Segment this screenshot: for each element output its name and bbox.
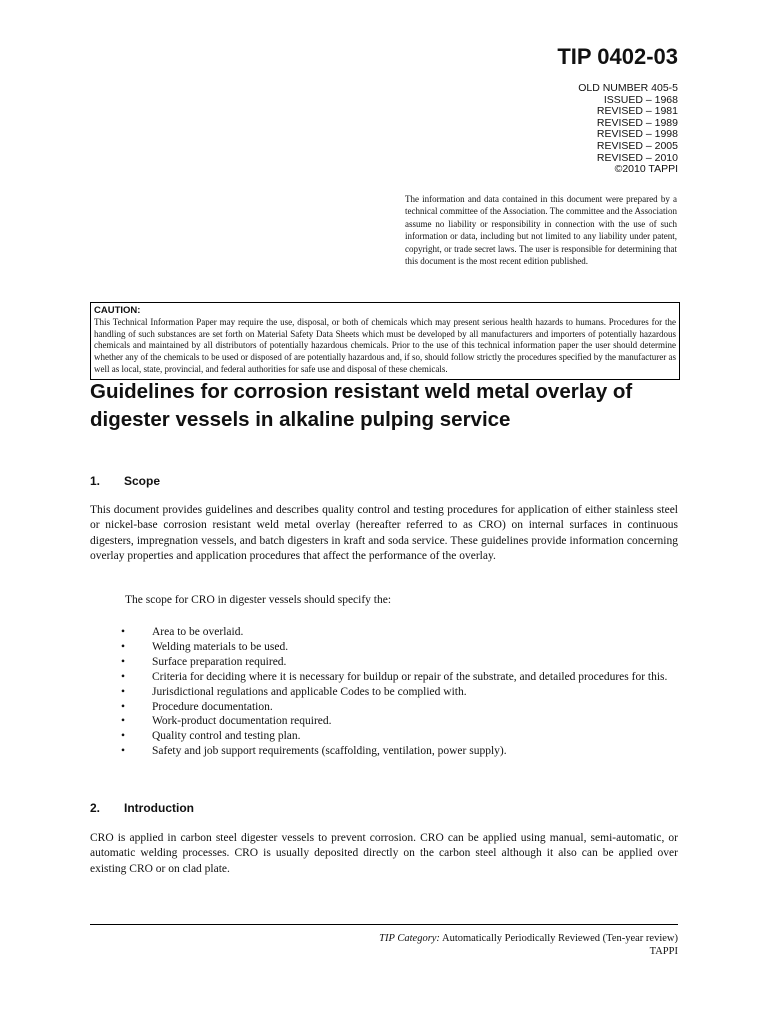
caution-text: This Technical Information Paper may require the use, disposal, or both of chemicals which may present serious health hazards to humans. Procedures for the handling of such substances are set forth on Material Safety Data Sheets which must be developed by all manufacturers and importers of potentially hazardous chemicals and maintained by all distributors of potentially hazardous chemicals. Prior to the use of this technical information paper the user should determine whether any of the chemicals to be used or disposed of are potentially hazardous and, if so, should follow strictly the procedures specified by the manufacturer as well as local, state, provincial, and federal authorities for safe use and disposal of these chemicals. <box>94 316 676 374</box>
bullet-icon: • <box>121 640 126 653</box>
bullet-icon: • <box>121 730 126 743</box>
footer-category <box>379 933 678 944</box>
introduction-paragraph: CRO is applied in carbon steel digester vessels to prevent corrosion. CRO can be applied using manual, semi-automatic, or automatic welding processes. CRO is usually deposited directly on the carbon steel although it also can be applied over existing CRO or on clad plate. <box>90 832 678 875</box>
document-number: TIP 0402-03 <box>557 44 678 69</box>
bullet-icon: • <box>121 670 126 683</box>
list-item: • Jurisdictional regulations and applicable Codes to be complied with. <box>121 685 467 698</box>
list-item: • Welding materials to be used. <box>121 640 289 653</box>
revision-line: REVISED – 2010 <box>596 151 678 164</box>
section-number: 2. <box>90 801 101 815</box>
list-item: • Area to be overlaid. <box>121 626 244 638</box>
list-item: • Safety and job support requirements (scaffolding, ventilation, power supply). <box>121 745 507 758</box>
document-title: Guidelines for corrosion resistant weld metal overlay of digester vessels in alkaline pulping service <box>90 380 633 431</box>
revision-line: REVISED – 2005 <box>596 139 678 152</box>
section-title: Scope <box>124 474 161 488</box>
section-heading-scope <box>90 474 160 488</box>
revision-line: REVISED – 1989 <box>596 116 678 129</box>
bullet-icon: • <box>121 655 126 668</box>
footer-org: TAPPI <box>649 946 678 957</box>
revision-line: OLD NUMBER 405-5 <box>578 82 678 94</box>
caution-box <box>90 302 680 380</box>
revision-line: REVISED – 1998 <box>596 128 678 141</box>
footer-category-label: TIP Category: <box>379 933 440 944</box>
list-item: • Surface preparation required. <box>121 655 287 668</box>
revision-history <box>578 83 678 176</box>
footer-category-value: Automatically Periodically Reviewed (Ten-year review) <box>441 933 678 944</box>
scope-paragraph: This document provides guidelines and describes quality control and testing procedures for application of either stainless steel or nickel-base corrosion resistant weld metal overlay (hereafter referred to as CRO) on internal surfaces in continuous digesters, impregnation vessels, and batch digesters in kraft and soda service. These guidelines provide information concerning overlay properties and application procedures that affect the performance of the overlay. <box>90 504 678 563</box>
footer-divider <box>90 924 678 925</box>
list-item: • Procedure documentation. <box>121 700 273 713</box>
scope-lead-text: The scope for CRO in digester vessels should specify the: <box>125 594 392 606</box>
bullet-icon: • <box>121 745 126 758</box>
bullet-icon: • <box>121 700 126 713</box>
section-heading-introduction <box>90 801 194 815</box>
revision-line: REVISED – 1981 <box>596 105 678 118</box>
copyright-line: ©2010 TAPPI <box>614 163 678 176</box>
section-title: Introduction <box>124 801 194 815</box>
section-number: 1. <box>90 474 101 488</box>
list-item: • Criteria for deciding where it is necessary for buildup or repair of the substrate, and detailed procedures for this. <box>121 670 668 683</box>
list-item: • Work-product documentation required. <box>121 715 332 728</box>
bullet-icon: • <box>121 626 126 638</box>
bullet-icon: • <box>121 685 126 698</box>
revision-line: ISSUED – 1968 <box>603 93 678 106</box>
liability-disclaimer: The information and data contained in this document were prepared by a technical committee of the Association. The committee and the Association assume no liability or responsibility in connection with the use of such information or data, including but not limited to any liability under patent, copyright, or trade secret laws. The user is responsible for determining that this document is the most recent edition published. <box>405 194 677 267</box>
list-item: • Quality control and testing plan. <box>121 730 301 743</box>
caution-label: CAUTION: <box>94 305 141 316</box>
bullet-icon: • <box>121 715 126 728</box>
scope-bullet-list <box>121 625 681 759</box>
